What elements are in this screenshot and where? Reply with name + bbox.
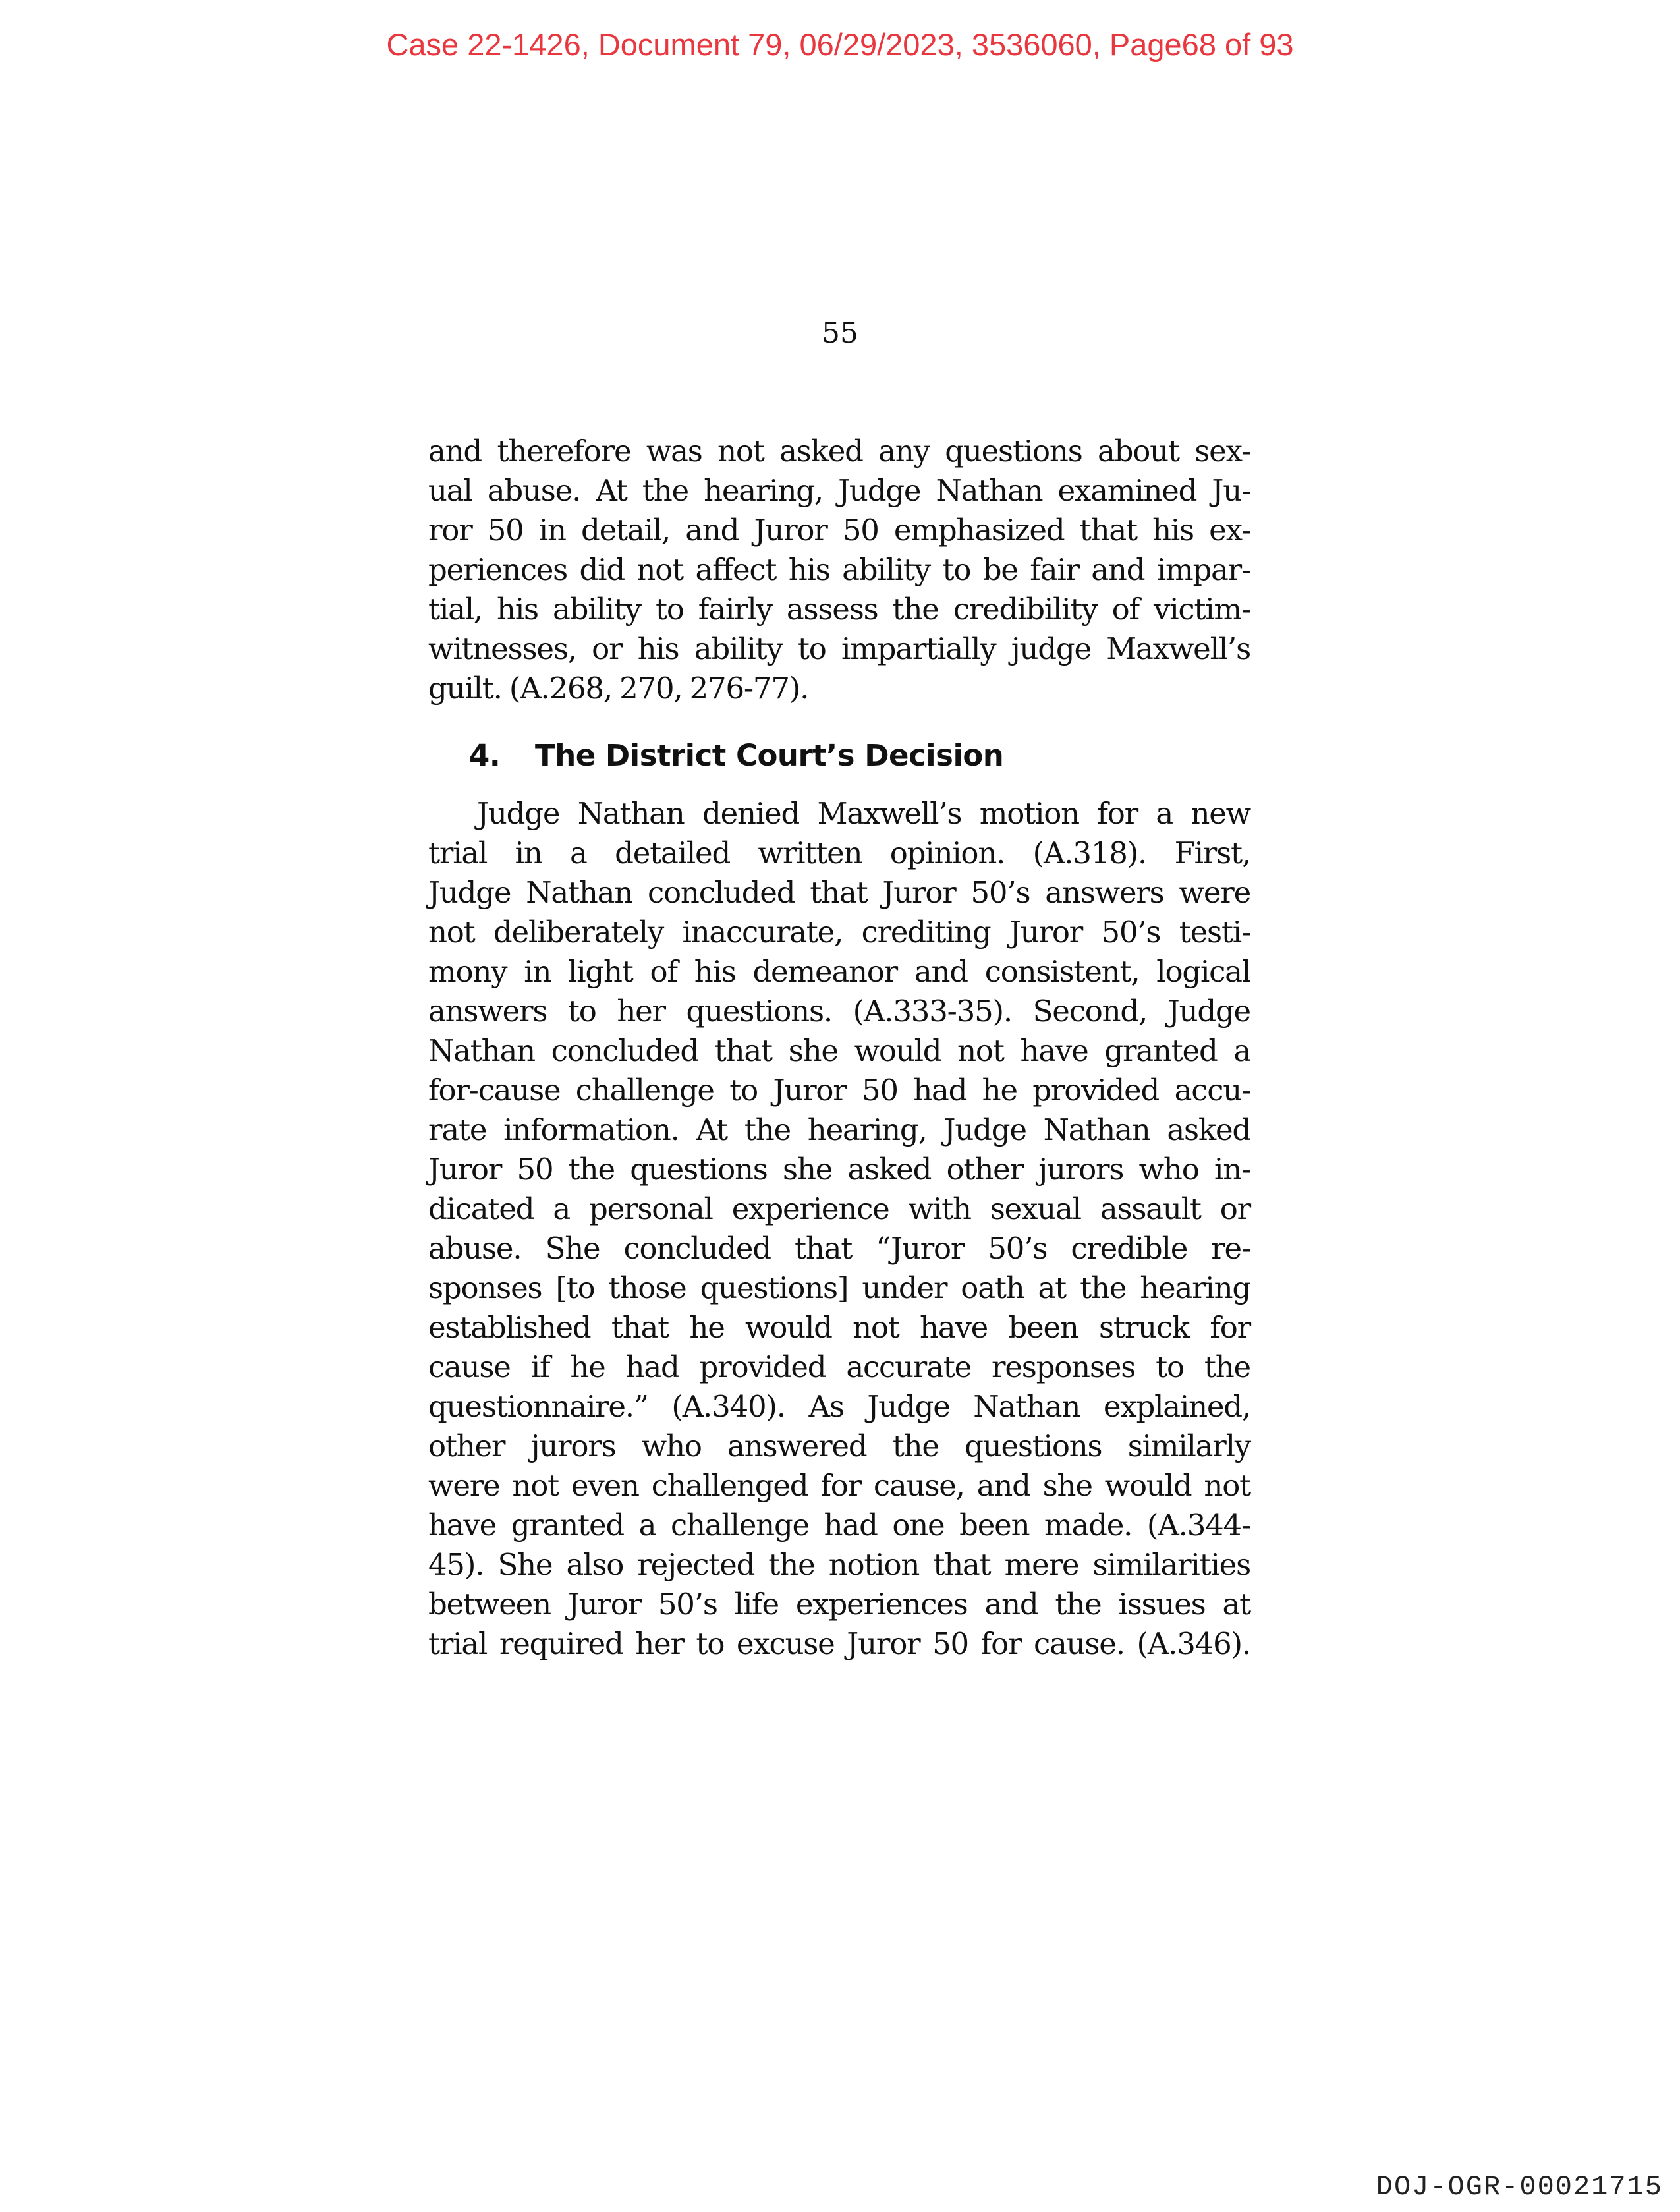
section-title: The District Court’s Decision (535, 738, 1004, 773)
paragraph-1 (428, 432, 1250, 708)
text-line: guilt. (A.268, 270, 276-77). (428, 671, 809, 706)
text-line: were not even challenged for cause, and she would not (428, 1468, 1250, 1503)
text-line: answers to her questions. (A.333-35). Second, Judge (428, 994, 1250, 1029)
text-line: for-cause challenge to Juror 50 had he provided accu- (428, 1073, 1250, 1108)
text-line: questionnaire.” (A.340). As Judge Nathan explained, (428, 1389, 1250, 1424)
text-line: dicated a personal experience with sexual assault or (428, 1191, 1250, 1226)
text-line: Nathan concluded that she would not have granted a (428, 1033, 1250, 1068)
text-line: between Juror 50’s life experiences and the issues at (428, 1587, 1250, 1622)
text-line: 45). She also rejected the notion that mere similarities (428, 1547, 1250, 1582)
text-line: Juror 50 the questions she asked other jurors who in- (428, 1152, 1250, 1187)
text-line: ual abuse. At the hearing, Judge Nathan examined Ju- (428, 473, 1250, 508)
text-line: Judge Nathan concluded that Juror 50’s answers were (428, 875, 1250, 910)
text-line: have granted a challenge had one been made. (A.344- (428, 1508, 1250, 1543)
text-line: sponses [to those questions] under oath at the hearing (428, 1270, 1250, 1305)
text-line: not deliberately inaccurate, crediting Juror 50’s testi- (428, 915, 1250, 950)
text-line: Judge Nathan denied Maxwell’s motion for a new (477, 796, 1250, 831)
text-line: trial in a detailed written opinion. (A.318). First, (428, 836, 1250, 870)
bates-number: DOJ-OGR-00021715 (1376, 2171, 1663, 2203)
text-line: other jurors who answered the questions similarly (428, 1429, 1250, 1463)
text-line: ror 50 in detail, and Juror 50 emphasized that his ex- (428, 513, 1250, 548)
text-line: witnesses, or his ability to impartially judge Maxwell’s (428, 631, 1250, 666)
text-line: and therefore was not asked any questions about sex- (428, 434, 1250, 468)
text-line: established that he would not have been struck for (428, 1310, 1250, 1345)
case-header-stamp: Case 22-1426, Document 79, 06/29/2023, 3536060, Page68 of 93 (386, 27, 1294, 62)
text-line: mony in light of his demeanor and consistent, logical (428, 954, 1250, 989)
page-number: 55 (822, 316, 858, 350)
text-line: rate information. At the hearing, Judge Nathan asked (428, 1112, 1250, 1147)
section-heading (469, 738, 1003, 773)
text-line: trial required her to excuse Juror 50 for cause. (A.346). (428, 1626, 1250, 1661)
text-line: cause if he had provided accurate responses to the (428, 1349, 1250, 1384)
section-number: 4. (469, 738, 501, 773)
text-line: abuse. She concluded that “Juror 50’s credible re- (428, 1231, 1250, 1266)
text-line: tial, his ability to fairly assess the credibility of victim- (428, 592, 1250, 627)
paragraph-2 (428, 794, 1250, 1664)
text-line: periences did not affect his ability to be fair and impar- (428, 552, 1250, 587)
